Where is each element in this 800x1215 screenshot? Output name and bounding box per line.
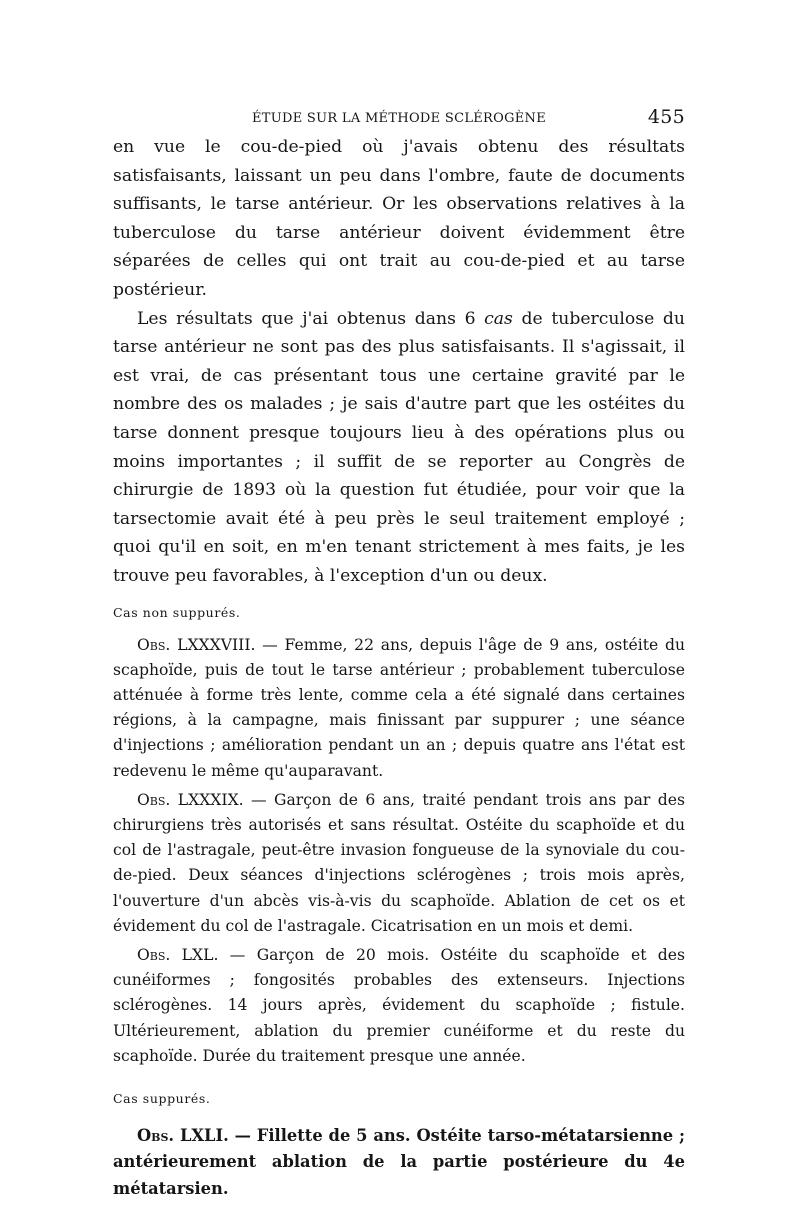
running-head: [113, 103, 685, 133]
observation-lxxxix: [113, 788, 685, 939]
observation-lxli: [113, 1123, 685, 1203]
page-number: 455: [647, 106, 685, 128]
page-content: [113, 103, 685, 1202]
intro-paragraph-2-start: Les résultats que j'ai obtenus dans 6: [137, 308, 485, 329]
observation-text: — Femme, 22 ans, depuis l'âge de 9 ans, ostéite du scaphoïde, puis de tout le tarse antérieur ; probablement tuberculose atténuée à forme très lente, comme cela a été signalé dans certaines régions, à la campagne, mais finissant par suppurer ; une séance d'injections ; amélioration pendant un an ; depuis quatre ans l'état est redevenu le même qu'auparavant.: [113, 635, 685, 780]
observation-label: Obs. LXL.: [137, 945, 219, 964]
intro-paragraph-2: [113, 305, 685, 591]
observation-label: Obs. LXLI.: [137, 1125, 229, 1145]
observation-lxxxviii: [113, 633, 685, 784]
intro-paragraph-1: en vue le cou-de-pied où j'avais obtenu des résultats satisfaisants, laissant un peu dans l'ombre, faute de documents suffisants, le tarse antérieur. Or les observations relatives à la tuberculose du tarse antérieur doivent évidemment être séparées de celles qui ont trait au cou-de-pied et au tarse postérieur.: [113, 137, 685, 300]
intro-paragraph-2-emphasis: cas: [484, 308, 513, 329]
running-title: ÉTUDE SUR LA MÉTHODE SCLÉROGÈNE: [251, 111, 547, 126]
observation-text: — Garçon de 20 mois. Ostéite du scaphoïde et des cunéiformes ; fongosités probables des extenseurs. Injections sclérogènes. 14 jours après, évidement du scaphoïde ; fistule. Ultérieurement, ablation du premier cunéiforme et du reste du scaphoïde. Durée du traitement presque une année.: [113, 945, 685, 1065]
observation-text: — Fillette de 5 ans. Ostéite tarso-métatarsienne ; antérieurement ablation de la partie postérieure du 4e métatarsien.: [113, 1125, 685, 1198]
observation-text: — Garçon de 6 ans, traité pendant trois ans par des chirurgiens très autorisés et sans résultat. Ostéite du scaphoïde et du col de l'astragale, peut-être invasion fongueuse de la synoviale du cou-de-pied. Deux séances d'injections sclérogènes ; trois mois après, l'ouverture d'un abcès vis-à-vis du scaphoïde. Ablation de cet os et évidement du col de l'astragale. Cicatrisation en un mois et demi.: [113, 790, 685, 935]
observation-lxl: [113, 943, 685, 1069]
observation-label: Obs. LXXXVIII.: [137, 635, 256, 654]
section-heading-suppures: Cas suppurés.: [113, 1090, 211, 1106]
observation-label: Obs. LXXXIX.: [137, 790, 244, 809]
section-heading-non-suppures: Cas non suppurés.: [113, 604, 241, 620]
intro-paragraph-2-end: de tuberculose du tarse antérieur ne sont pas des plus satisfaisants. Il s'agissait, il est vrai, de cas présentant tous une certaine gravité par le nombre des os malades ; je sais d'autre part que les ostéites du tarse donnent presque toujours lieu à des opérations plus ou moins importantes ; il suffit de se reporter au Congrès de chirurgie de 1893 où la question fut étudiée, pour voir que la tarsectomie avait été à peu près le seul traitement employé ; quoi qu'il en soit, en m'en tenant strictement à mes faits, je les trouve peu favorables, à l'exception d'un ou deux.: [113, 308, 685, 586]
